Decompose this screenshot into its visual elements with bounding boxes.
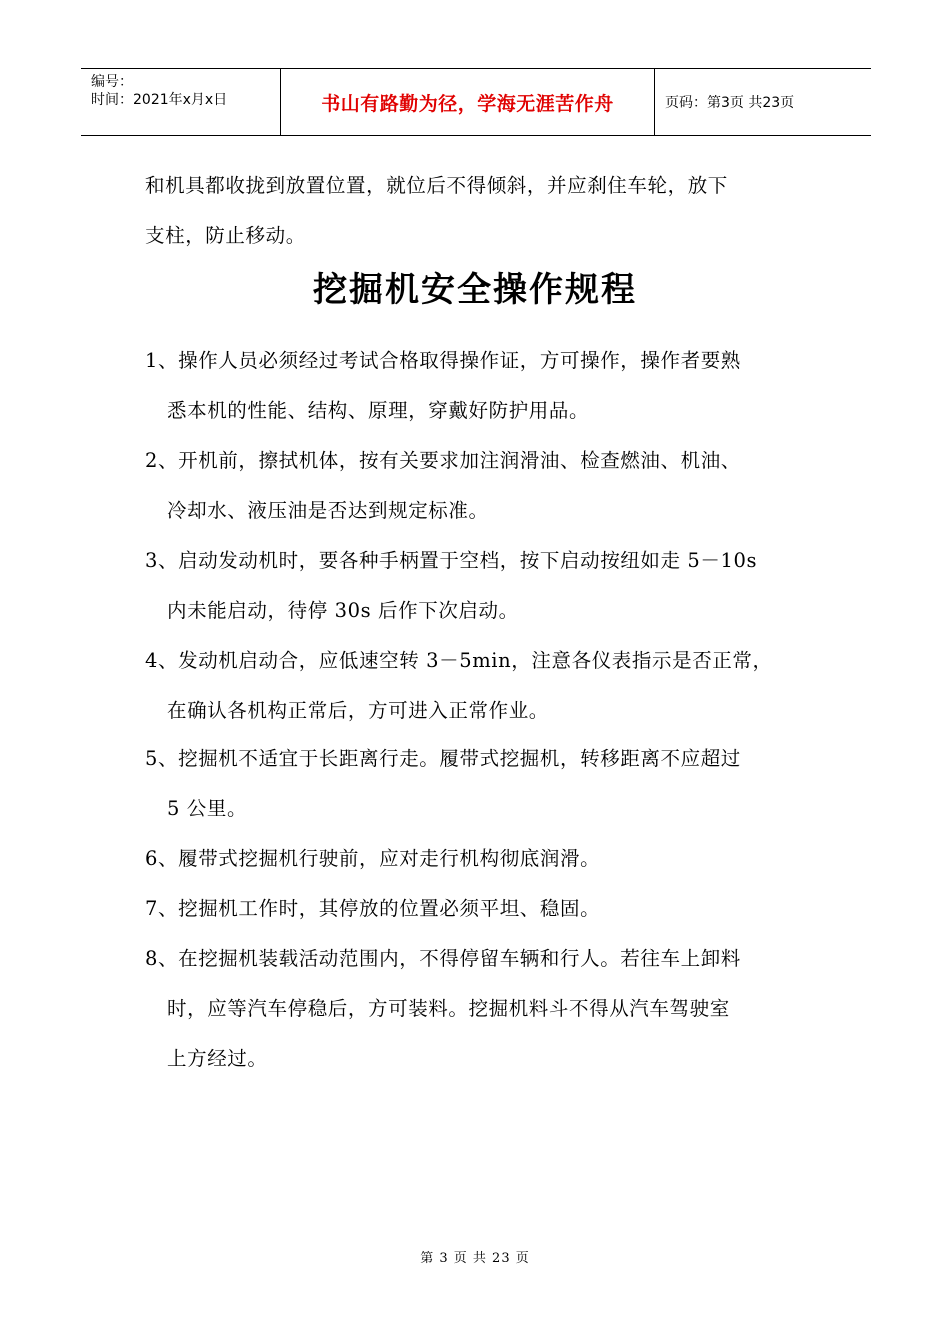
rule-8-line-2: 时，应等汽车停稳后，方可装料。挖掘机料斗不得从汽车驾驶室 bbox=[167, 997, 730, 1020]
page-title: 挖掘机安全操作规程 bbox=[313, 270, 637, 310]
rule-2-line-1: 2、开机前，擦拭机体，按有关要求加注润滑油、检查燃油、机油、 bbox=[145, 449, 741, 472]
rule-8-line-1: 8、在挖掘机装载活动范围内，不得停留车辆和行人。若往车上卸料 bbox=[145, 947, 741, 970]
number-label: 编号： bbox=[91, 74, 133, 90]
rule-5-line-2: 5 公里。 bbox=[167, 797, 248, 820]
rule-3-line-2: 内未能启动，待停 30s 后作下次启动。 bbox=[167, 599, 519, 622]
rule-4-line-1: 4、发动机启动合，应低速空转 3－5min，注意各仪表指示是否正常， bbox=[145, 649, 773, 672]
rule-3-line-1: 3、启动发动机时，要各种手柄置于空档，按下启动按纽如走 5－10s bbox=[145, 549, 758, 572]
rule-7-line-1: 7、挖掘机工作时，其停放的位置必须平坦、稳固。 bbox=[145, 897, 601, 920]
rule-6-line-1: 6、履带式挖掘机行驶前，应对走行机构彻底润滑。 bbox=[145, 847, 601, 870]
rule-1-line-2: 悉本机的性能、结构、原理，穿戴好防护用品。 bbox=[167, 399, 590, 422]
page-header bbox=[81, 68, 871, 136]
header-motto: 书山有路勤为径，学海无涯苦作舟 bbox=[281, 69, 655, 135]
rule-8-line-3: 上方经过。 bbox=[167, 1047, 268, 1070]
time-label: 时间：2021年x月x日 bbox=[91, 92, 228, 108]
rule-1-line-1: 1、操作人员必须经过考试合格取得操作证，方可操作，操作者要熟 bbox=[145, 349, 741, 372]
rule-2-line-2: 冷却水、液压油是否达到规定标准。 bbox=[167, 499, 489, 522]
header-meta bbox=[81, 69, 281, 135]
header-page-info: 页码：第3页 共23页 bbox=[665, 95, 795, 111]
rule-5-line-1: 5、挖掘机不适宜于长距离行走。履带式挖掘机，转移距离不应超过 bbox=[145, 747, 741, 770]
continuation-line: 支柱，防止移动。 bbox=[145, 224, 306, 247]
rule-4-line-2: 在确认各机构正常后，方可进入正常作业。 bbox=[167, 699, 549, 722]
page-footer: 第 3 页 共 23 页 bbox=[420, 1251, 530, 1266]
continuation-line: 和机具都收拢到放置位置，就位后不得倾斜，并应刹住车轮，放下 bbox=[145, 174, 728, 197]
